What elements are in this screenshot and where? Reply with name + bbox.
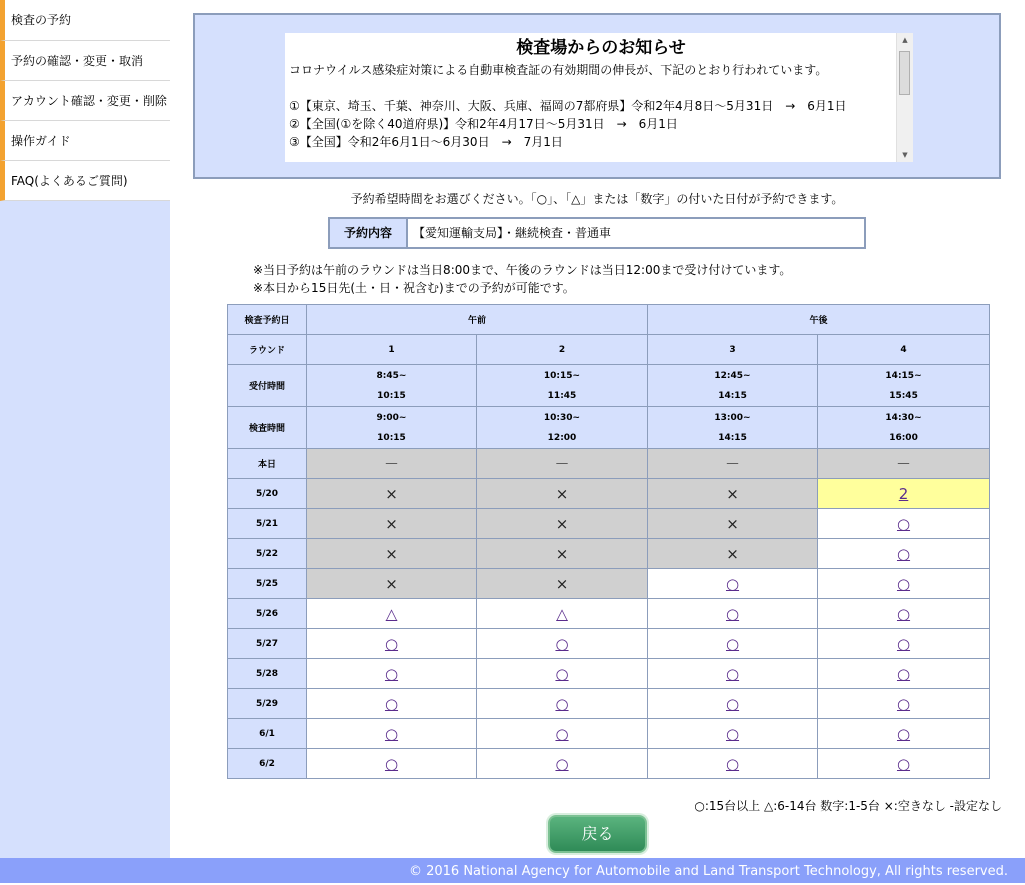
slot-mark: × xyxy=(385,484,398,503)
table-row xyxy=(228,479,990,509)
reception-start: 14:15~ xyxy=(885,370,922,381)
footer-copyright: © 2016 National Agency for Automobile and Land Transport Technology, All rights reserved. xyxy=(0,858,1025,883)
row-date: 5/20 xyxy=(228,479,307,509)
row-date: 5/25 xyxy=(228,569,307,599)
table-row xyxy=(228,539,990,569)
slot-link[interactable]: ○ xyxy=(725,574,740,593)
slot-link[interactable]: △ xyxy=(385,604,398,623)
legend: ○:15台以上 △:6-14台 数字:1-5台 ×:空きなし -設定なし xyxy=(694,799,1002,813)
sidebar-item-reservation[interactable]: 検査の予約 xyxy=(0,0,170,41)
slot-link[interactable]: ○ xyxy=(725,724,740,743)
slot-link[interactable]: ○ xyxy=(896,604,911,623)
sidebar-item-account[interactable]: アカウント確認・変更・削除 xyxy=(0,81,170,121)
slot-mark: － xyxy=(896,455,912,473)
round-header: ラウンド xyxy=(228,335,307,365)
notice-scroll-area[interactable] xyxy=(285,33,913,162)
reception-time xyxy=(648,365,818,407)
slot-cell xyxy=(648,539,818,569)
scroll-up-icon[interactable]: ▲ xyxy=(902,36,908,44)
slot-cell xyxy=(477,569,648,599)
slot-mark: － xyxy=(383,455,399,473)
reservation-summary xyxy=(328,217,866,249)
instruction-text: 予約希望時間をお選びください。「○」、「△」または「数字」の付いた日付が予約できます。 xyxy=(350,192,844,206)
reception-time xyxy=(477,365,648,407)
slot-link[interactable]: ○ xyxy=(896,724,911,743)
slot-link[interactable]: ○ xyxy=(384,754,399,773)
slot-link[interactable]: ○ xyxy=(725,634,740,653)
sidebar-item-confirm-change-cancel[interactable]: 予約の確認・変更・取消 xyxy=(0,41,170,81)
slot-cell[interactable] xyxy=(477,719,648,749)
slot-link[interactable]: ○ xyxy=(384,664,399,683)
slot-cell[interactable] xyxy=(307,599,477,629)
slot-cell xyxy=(648,479,818,509)
round-number: 2 xyxy=(477,335,648,365)
slot-link[interactable]: ○ xyxy=(896,664,911,683)
slot-cell[interactable] xyxy=(477,599,648,629)
slot-cell[interactable] xyxy=(818,509,990,539)
slot-mark: × xyxy=(555,574,569,593)
reception-end: 14:15 xyxy=(718,390,747,401)
inspection-end: 10:15 xyxy=(377,432,406,443)
inspection-end: 16:00 xyxy=(889,432,918,443)
inspection-end: 12:00 xyxy=(547,432,577,443)
row-date: 5/29 xyxy=(228,689,307,719)
inspection-start: 9:00~ xyxy=(376,412,407,423)
slot-mark: × xyxy=(555,514,569,533)
slot-mark: × xyxy=(555,544,569,563)
slot-link[interactable]: ○ xyxy=(725,604,740,623)
slot-link[interactable]: ○ xyxy=(896,694,911,713)
inspection-start: 13:00~ xyxy=(714,412,751,423)
slot-cell[interactable] xyxy=(307,719,477,749)
row-date: 5/22 xyxy=(228,539,307,569)
slot-cell[interactable] xyxy=(818,479,990,509)
inspection-time xyxy=(477,407,648,449)
notice-content xyxy=(285,33,913,151)
notice-line: ③【全国】令和2年6月1日～6月30日 → 7月1日 xyxy=(289,135,563,149)
sidebar-item-faq[interactable]: FAQ(よくあるご質問) xyxy=(0,161,170,201)
slot-cell xyxy=(307,539,477,569)
slot-mark: × xyxy=(726,484,739,503)
row-date: 6/2 xyxy=(228,749,307,779)
slot-link[interactable]: ○ xyxy=(555,694,569,713)
table-row xyxy=(228,689,990,719)
slot-cell xyxy=(648,509,818,539)
slot-cell[interactable] xyxy=(307,749,477,779)
slot-link[interactable]: ○ xyxy=(384,724,399,743)
slot-mark: × xyxy=(726,514,739,533)
slot-cell[interactable] xyxy=(648,689,818,719)
slot-link[interactable]: 2 xyxy=(898,484,909,503)
table-row xyxy=(228,569,990,599)
slot-cell xyxy=(648,449,818,479)
slot-link[interactable]: ○ xyxy=(384,694,399,713)
slot-cell[interactable] xyxy=(818,749,990,779)
slot-cell xyxy=(477,449,648,479)
notice-panel xyxy=(193,13,1001,179)
round-number: 1 xyxy=(307,335,477,365)
slot-cell xyxy=(477,479,648,509)
slot-mark: × xyxy=(385,574,398,593)
notice-scrollbar[interactable] xyxy=(896,33,913,162)
table-row xyxy=(228,449,990,479)
slot-cell[interactable] xyxy=(648,719,818,749)
table-row xyxy=(228,509,990,539)
slot-link[interactable]: ○ xyxy=(896,544,911,563)
slot-cell[interactable] xyxy=(648,659,818,689)
reception-end: 11:45 xyxy=(547,390,577,401)
reception-time xyxy=(307,365,477,407)
table-row xyxy=(228,659,990,689)
round-number: 3 xyxy=(648,335,818,365)
slot-mark: × xyxy=(726,544,739,563)
slot-link[interactable]: ○ xyxy=(896,754,911,773)
slot-mark: － xyxy=(725,455,741,473)
note-range: ※本日から15日先(土・日・祝含む)までの予約が可能です。 xyxy=(253,281,575,295)
slot-link[interactable]: ○ xyxy=(896,514,911,533)
reception-end: 15:45 xyxy=(889,390,918,401)
inspection-start: 14:30~ xyxy=(885,412,922,423)
slot-link[interactable]: ○ xyxy=(725,754,740,773)
table-row xyxy=(228,749,990,779)
notice-line: ①【東京、埼玉、千葉、神奈川、大阪、兵庫、福岡の7都府県】令和2年4月8日～5月31日 → 6月1日 xyxy=(289,99,847,113)
inspection-header: 検査時間 xyxy=(228,407,307,449)
notice-line: ②【全国(①を除く40道府県)】令和2年4月17日～5月31日 → 6月1日 xyxy=(289,117,678,131)
slot-link[interactable]: ○ xyxy=(725,664,740,683)
notice-line: コロナウイルス感染症対策による自動車検査証の有効期間の伸長が、下記のとおり行われています。 xyxy=(289,63,828,77)
reception-header: 受付時間 xyxy=(228,365,307,407)
am-header: 午前 xyxy=(307,305,648,335)
slot-cell[interactable] xyxy=(818,719,990,749)
slot-cell xyxy=(307,479,477,509)
inspection-time xyxy=(818,407,990,449)
slot-link[interactable]: ○ xyxy=(555,634,569,653)
inspection-end: 14:15 xyxy=(718,432,747,443)
row-date: 6/1 xyxy=(228,719,307,749)
back-button[interactable]: 戻る xyxy=(548,815,647,853)
slot-cell xyxy=(477,539,648,569)
slot-cell[interactable] xyxy=(818,599,990,629)
slot-mark: － xyxy=(554,455,570,473)
inspection-time xyxy=(307,407,477,449)
slot-link[interactable]: ○ xyxy=(896,574,911,593)
date-header: 検査予約日 xyxy=(228,305,307,335)
slot-cell xyxy=(307,569,477,599)
slot-cell[interactable] xyxy=(477,629,648,659)
reservation-value: 【愛知運輸支局】・継続検査・普通車 xyxy=(413,226,612,240)
slot-cell xyxy=(307,449,477,479)
slot-cell[interactable] xyxy=(477,659,648,689)
pm-header: 午後 xyxy=(648,305,990,335)
row-date: 5/28 xyxy=(228,659,307,689)
reception-start: 12:45~ xyxy=(714,370,751,381)
row-date: 5/27 xyxy=(228,629,307,659)
row-date: 本日 xyxy=(228,449,307,479)
slot-cell xyxy=(307,509,477,539)
slot-mark: × xyxy=(385,544,398,563)
slot-cell[interactable] xyxy=(648,629,818,659)
slot-cell[interactable] xyxy=(477,689,648,719)
slot-cell[interactable] xyxy=(307,689,477,719)
slot-cell[interactable] xyxy=(307,629,477,659)
table-row xyxy=(228,719,990,749)
slot-cell[interactable] xyxy=(648,569,818,599)
slot-cell[interactable] xyxy=(818,569,990,599)
row-date: 5/26 xyxy=(228,599,307,629)
slot-cell[interactable] xyxy=(818,629,990,659)
reception-start: 10:15~ xyxy=(543,370,581,381)
slot-mark: × xyxy=(385,514,398,533)
slot-cell[interactable] xyxy=(477,749,648,779)
slot-cell[interactable] xyxy=(648,749,818,779)
slot-link[interactable]: ○ xyxy=(555,664,569,683)
sidebar-item-guide[interactable]: 操作ガイド xyxy=(0,121,170,161)
slot-cell[interactable] xyxy=(818,539,990,569)
table-row xyxy=(228,599,990,629)
reservation-label: 予約内容 xyxy=(330,219,408,247)
slot-cell[interactable] xyxy=(648,599,818,629)
note-same-day: ※当日予約は午前のラウンドは当日8:00まで、午後のラウンドは当日12:00まで受け付けています。 xyxy=(253,263,792,277)
row-date: 5/21 xyxy=(228,509,307,539)
slot-link[interactable]: △ xyxy=(556,604,568,623)
slot-cell xyxy=(477,509,648,539)
scrollbar-thumb[interactable] xyxy=(899,51,910,95)
reception-time xyxy=(818,365,990,407)
slot-link[interactable]: ○ xyxy=(555,724,569,743)
inspection-time xyxy=(648,407,818,449)
reception-start: 8:45~ xyxy=(376,370,407,381)
slot-link[interactable]: ○ xyxy=(896,634,911,653)
slot-cell[interactable] xyxy=(307,659,477,689)
scroll-down-icon[interactable]: ▼ xyxy=(902,151,908,159)
slot-cell[interactable] xyxy=(818,659,990,689)
slot-link[interactable]: ○ xyxy=(384,634,399,653)
inspection-start: 10:30~ xyxy=(543,412,581,423)
slot-link[interactable]: ○ xyxy=(555,754,569,773)
reception-end: 10:15 xyxy=(377,390,406,401)
table-row xyxy=(228,629,990,659)
round-number: 4 xyxy=(818,335,990,365)
slot-cell xyxy=(818,449,990,479)
notice-spacer xyxy=(289,79,913,97)
sidebar xyxy=(0,0,170,858)
slot-mark: × xyxy=(555,484,569,503)
notice-title: 検査場からのお知らせ xyxy=(516,38,686,58)
schedule-table xyxy=(227,304,990,779)
slot-cell[interactable] xyxy=(818,689,990,719)
slot-link[interactable]: ○ xyxy=(725,694,740,713)
